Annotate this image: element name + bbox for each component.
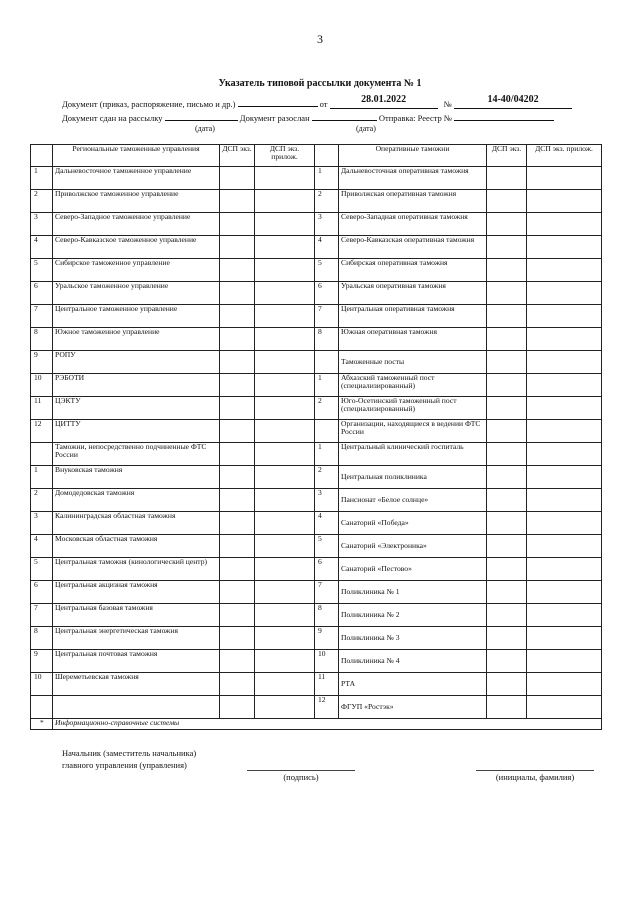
left-dsp-cell (220, 443, 255, 466)
left-dsp-app-cell (255, 328, 315, 351)
left-row-number: 6 (31, 581, 53, 604)
right-dsp-cell (487, 190, 527, 213)
left-dsp-cell (220, 351, 255, 374)
left-row-number: 3 (31, 213, 53, 236)
right-dsp-cell (487, 259, 527, 282)
left-dsp-cell (220, 328, 255, 351)
right-row-name: Санаторий «Электроника» (339, 535, 487, 558)
right-row-number: 6 (315, 282, 339, 305)
name-line (476, 770, 594, 771)
right-dsp-cell (487, 650, 527, 673)
doc-number: 14-40/04202 (487, 94, 539, 105)
right-dsp-cell (487, 696, 527, 719)
left-row-name: Шереметьевская таможня (53, 673, 220, 696)
table-row (31, 558, 602, 581)
left-row-name: Центральное таможенное управление (53, 305, 220, 328)
right-row-number: 12 (315, 696, 339, 719)
table-row (31, 236, 602, 259)
table-row (31, 512, 602, 535)
table-row (31, 581, 602, 604)
left-row-number: 10 (31, 374, 53, 397)
date-caption-1: (дата) (195, 124, 215, 133)
left-row-number: 9 (31, 351, 53, 374)
left-row-name: Центральная энергетическая таможня (53, 627, 220, 650)
left-row-name: Приволжское таможенное управление (53, 190, 220, 213)
right-dsp-cell (487, 558, 527, 581)
left-dsp-cell (220, 213, 255, 236)
left-dsp-cell (220, 466, 255, 489)
right-dsp-cell (487, 512, 527, 535)
table-row (31, 190, 602, 213)
right-dsp-cell (487, 627, 527, 650)
right-dsp-app-cell (527, 374, 602, 397)
right-dsp-cell (487, 167, 527, 190)
right-dsp-cell (487, 213, 527, 236)
left-row-name: Уральское таможенное управление (53, 282, 220, 305)
left-row-name: Южное таможенное управление (53, 328, 220, 351)
table-footer-row (31, 719, 602, 730)
left-num-header (31, 145, 53, 167)
left-dsp-app-cell (255, 374, 315, 397)
left-row-name: Центральная базовая таможня (53, 604, 220, 627)
left-dsp-app-cell (255, 489, 315, 512)
left-dsp-cell (220, 673, 255, 696)
left-row-name: РОПУ (53, 351, 220, 374)
right-dsp-app-cell (527, 328, 602, 351)
table-row (31, 282, 602, 305)
right-dsp-cell (487, 374, 527, 397)
signature-role-line-1: Начальник (заместитель начальника) (62, 748, 197, 758)
right-dsp-app-cell (527, 489, 602, 512)
left-dsp-app-cell (255, 466, 315, 489)
left-dsp-app-cell (255, 282, 315, 305)
left-dsp-cell (220, 420, 255, 443)
right-row-number (315, 420, 339, 443)
left-row-name: Калининградская областная таможня (53, 512, 220, 535)
left-row-name: Северо-Кавказское таможенное управление (53, 236, 220, 259)
right-row-number: 1 (315, 167, 339, 190)
left-dsp-cell (220, 282, 255, 305)
left-dsp-cell (220, 374, 255, 397)
right-row-name: Приволжская оперативная таможня (339, 190, 487, 213)
right-dsp-app-cell (527, 167, 602, 190)
left-dsp-cell (220, 535, 255, 558)
left-row-number: 3 (31, 512, 53, 535)
right-row-name: Организации, находящиеся в ведении ФТС России (339, 420, 487, 443)
left-row-name: РЭБОТИ (53, 374, 220, 397)
right-dsp-cell (487, 489, 527, 512)
left-dsp-app-cell (255, 535, 315, 558)
left-row-number: 9 (31, 650, 53, 673)
left-row-number: 1 (31, 167, 53, 190)
left-row-name: Внуковская таможня (53, 466, 220, 489)
left-dsp-cell (220, 558, 255, 581)
doc-type-blank (238, 97, 318, 107)
right-dsp-app-cell (527, 213, 602, 236)
table-row (31, 696, 602, 719)
left-row-number: 7 (31, 305, 53, 328)
right-dsp-app-cell (527, 420, 602, 443)
left-row-name: Домодедовская таможня (53, 489, 220, 512)
doc-date-field (330, 94, 438, 109)
right-dsp-cell (487, 443, 527, 466)
right-dsp-app-cell (527, 535, 602, 558)
right-dsp-app-cell (527, 558, 602, 581)
left-row-number: 4 (31, 535, 53, 558)
left-dsp-app-cell (255, 512, 315, 535)
left-row-number: 6 (31, 282, 53, 305)
right-row-name: Пансионат «Белое солнце» (339, 489, 487, 512)
right-row-name: Центральная поликлиника (339, 466, 487, 489)
left-dsp-app-cell (255, 420, 315, 443)
right-row-name: Юго-Осетинский таможенный пост (специализированный) (339, 397, 487, 420)
right-row-number: 2 (315, 397, 339, 420)
left-row-name: Дальневосточное таможенное управление (53, 167, 220, 190)
right-row-number (315, 351, 339, 374)
from-label: от (319, 99, 328, 109)
table-row (31, 213, 602, 236)
document-title: Указатель типовой рассылки документа № 1 (218, 78, 422, 89)
right-dsp-app-cell (527, 466, 602, 489)
right-row-number: 9 (315, 627, 339, 650)
left-row-name: Таможни, непосредственно подчиненные ФТС России (53, 443, 220, 466)
right-row-number: 1 (315, 374, 339, 397)
right-dsp-app-cell (527, 604, 602, 627)
left-dsp-app-cell (255, 167, 315, 190)
right-dsp-app-cell (527, 512, 602, 535)
left-row-name (53, 696, 220, 719)
left-row-name: ЦИТТУ (53, 420, 220, 443)
left-dsp-app-cell (255, 236, 315, 259)
right-row-number: 2 (315, 466, 339, 489)
right-dsp-app-cell (527, 650, 602, 673)
left-dsp-header: ДСП экз. (220, 145, 255, 167)
header-line-2 (62, 111, 554, 123)
left-row-number: 8 (31, 627, 53, 650)
right-dsp-app-cell (527, 696, 602, 719)
right-dsp-app-cell (527, 190, 602, 213)
footer-mark: * (31, 719, 53, 730)
left-row-number: 2 (31, 489, 53, 512)
left-row-number: 12 (31, 420, 53, 443)
doc-label: Документ (приказ, распоряжение, письмо и др.) (62, 99, 236, 109)
right-dsp-header: ДСП экз. (487, 145, 527, 167)
no-label: № (443, 99, 452, 109)
doc-number-field (454, 94, 572, 109)
right-row-number: 10 (315, 650, 339, 673)
table-row (31, 351, 602, 374)
left-name-header: Региональные таможенные управления (53, 145, 220, 167)
right-name-header: Оперативные таможни (339, 145, 487, 167)
left-row-name: Сибирское таможенное управление (53, 259, 220, 282)
table-row (31, 535, 602, 558)
right-row-name: Южная оперативная таможня (339, 328, 487, 351)
left-dsp-app-cell (255, 627, 315, 650)
left-row-name: ЦЭКТУ (53, 397, 220, 420)
right-row-name: Сибирская оперативная таможня (339, 259, 487, 282)
left-dsp-app-header: ДСП экз. прилож. (255, 145, 315, 167)
table-row (31, 328, 602, 351)
right-dsp-cell (487, 581, 527, 604)
right-row-name: Поликлиника № 1 (339, 581, 487, 604)
right-row-name: Абхазский таможенный пост (специализированный) (339, 374, 487, 397)
left-dsp-cell (220, 190, 255, 213)
right-row-number: 5 (315, 535, 339, 558)
left-dsp-cell (220, 397, 255, 420)
sent-out-label: Документ разослан (239, 113, 310, 123)
left-dsp-cell (220, 627, 255, 650)
name-caption: (инициалы, фамилия) (495, 772, 575, 782)
right-row-name: Поликлиника № 4 (339, 650, 487, 673)
table-row (31, 397, 602, 420)
right-dsp-cell (487, 673, 527, 696)
left-dsp-app-cell (255, 397, 315, 420)
left-row-name: Центральная таможня (кинологический центр) (53, 558, 220, 581)
right-row-number: 3 (315, 213, 339, 236)
left-dsp-cell (220, 696, 255, 719)
right-row-number: 4 (315, 512, 339, 535)
right-row-name: Дальневосточная оперативная таможня (339, 167, 487, 190)
left-dsp-cell (220, 236, 255, 259)
right-dsp-app-cell (527, 236, 602, 259)
left-dsp-cell (220, 489, 255, 512)
right-dsp-app-cell (527, 443, 602, 466)
signature-role-line-2: главного управления (управления) (62, 760, 187, 770)
right-row-number: 4 (315, 236, 339, 259)
right-dsp-app-cell (527, 305, 602, 328)
right-row-number: 7 (315, 305, 339, 328)
left-dsp-app-cell (255, 213, 315, 236)
right-row-name: Поликлиника № 2 (339, 604, 487, 627)
table-row (31, 604, 602, 627)
right-dsp-app-cell (527, 282, 602, 305)
left-row-number: 1 (31, 466, 53, 489)
right-dsp-cell (487, 535, 527, 558)
left-row-name: Центральная почтовая таможня (53, 650, 220, 673)
right-row-number: 2 (315, 190, 339, 213)
left-dsp-cell (220, 581, 255, 604)
right-dsp-cell (487, 420, 527, 443)
right-dsp-app-cell (527, 581, 602, 604)
right-dsp-app-header: ДСП экз. прилож. (527, 145, 602, 167)
right-dsp-cell (487, 604, 527, 627)
right-row-name: Санаторий «Победа» (339, 512, 487, 535)
table-row (31, 489, 602, 512)
table-row (31, 650, 602, 673)
right-row-number: 8 (315, 604, 339, 627)
sent-out-blank (312, 111, 377, 121)
right-dsp-app-cell (527, 627, 602, 650)
right-dsp-cell (487, 282, 527, 305)
table-row (31, 420, 602, 443)
left-row-name: Центральная акцизная таможня (53, 581, 220, 604)
right-row-number: 11 (315, 673, 339, 696)
right-dsp-cell (487, 466, 527, 489)
sent-date-blank (165, 111, 238, 121)
right-dsp-app-cell (527, 673, 602, 696)
dispatch-label: Отправка: Реестр № (378, 113, 453, 123)
right-row-number: 1 (315, 443, 339, 466)
right-num-header (315, 145, 339, 167)
left-row-number: 8 (31, 328, 53, 351)
table-row (31, 466, 602, 489)
distribution-table (30, 144, 602, 730)
registry-blank (454, 111, 554, 121)
table-row (31, 259, 602, 282)
left-dsp-app-cell (255, 604, 315, 627)
left-row-number: 5 (31, 558, 53, 581)
header-line-1 (62, 94, 572, 109)
left-dsp-app-cell (255, 259, 315, 282)
right-row-name: РТА (339, 673, 487, 696)
right-dsp-cell (487, 397, 527, 420)
doc-date: 28.01.2022 (361, 94, 407, 105)
right-row-name: Центральный клинический госпиталь (339, 443, 487, 466)
right-row-number: 5 (315, 259, 339, 282)
signature-caption: (подпись) (283, 772, 319, 782)
table-row (31, 374, 602, 397)
page-number: 3 (317, 32, 323, 46)
right-dsp-app-cell (527, 397, 602, 420)
left-row-number: 2 (31, 190, 53, 213)
left-dsp-app-cell (255, 305, 315, 328)
left-dsp-app-cell (255, 190, 315, 213)
sent-label: Документ сдан на рассылку (62, 113, 163, 123)
left-dsp-cell (220, 259, 255, 282)
right-row-name: Таможенные посты (339, 351, 487, 374)
date-caption-2: (дата) (356, 124, 376, 133)
left-dsp-app-cell (255, 673, 315, 696)
right-dsp-app-cell (527, 351, 602, 374)
right-dsp-app-cell (527, 259, 602, 282)
left-dsp-cell (220, 167, 255, 190)
table-header-row (31, 145, 602, 167)
table-row (31, 305, 602, 328)
left-dsp-app-cell (255, 443, 315, 466)
right-row-name: Поликлиника № 3 (339, 627, 487, 650)
footer-text: Информационно-справочные системы (53, 719, 602, 730)
signature-line (247, 770, 355, 771)
right-dsp-cell (487, 328, 527, 351)
left-dsp-cell (220, 305, 255, 328)
right-dsp-cell (487, 236, 527, 259)
right-dsp-cell (487, 351, 527, 374)
left-dsp-app-cell (255, 558, 315, 581)
left-row-name: Северо-Западное таможенное управление (53, 213, 220, 236)
table-row (31, 167, 602, 190)
right-dsp-cell (487, 305, 527, 328)
right-row-number: 3 (315, 489, 339, 512)
left-dsp-cell (220, 650, 255, 673)
right-row-name: Санаторий «Пестово» (339, 558, 487, 581)
left-dsp-cell (220, 604, 255, 627)
table-row (31, 673, 602, 696)
right-row-number: 6 (315, 558, 339, 581)
right-row-name: Северо-Кавказская оперативная таможня (339, 236, 487, 259)
right-row-number: 7 (315, 581, 339, 604)
table-row (31, 443, 602, 466)
left-row-number: 4 (31, 236, 53, 259)
left-dsp-app-cell (255, 650, 315, 673)
left-dsp-app-cell (255, 351, 315, 374)
right-row-number: 8 (315, 328, 339, 351)
left-dsp-app-cell (255, 581, 315, 604)
left-row-number (31, 443, 53, 466)
right-row-name: Северо-Западная оперативная таможня (339, 213, 487, 236)
right-row-name: ФГУП «Ростэк» (339, 696, 487, 719)
left-dsp-cell (220, 512, 255, 535)
left-row-number: 11 (31, 397, 53, 420)
right-row-name: Уральская оперативная таможня (339, 282, 487, 305)
left-dsp-app-cell (255, 696, 315, 719)
left-row-number (31, 696, 53, 719)
left-row-name: Московская областная таможня (53, 535, 220, 558)
left-row-number: 7 (31, 604, 53, 627)
table-row (31, 627, 602, 650)
left-row-number: 10 (31, 673, 53, 696)
left-row-number: 5 (31, 259, 53, 282)
right-row-name: Центральная оперативная таможня (339, 305, 487, 328)
